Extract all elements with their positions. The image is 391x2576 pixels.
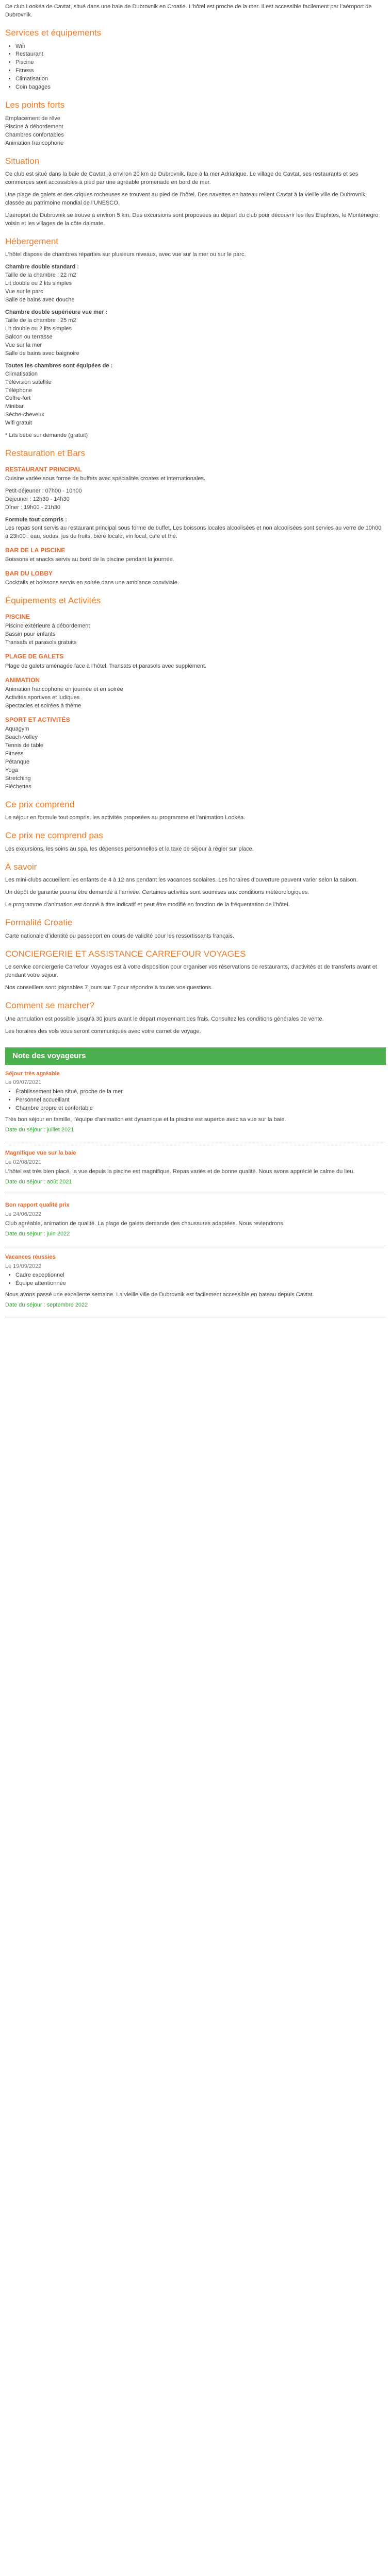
situation-paragraph: Ce club est situé dans la baie de Cavtat, à environ 20 km de Dubrovnik, face à la mer Adriatique. Le village de Cavtat, ses restaurants et ses commerces sont accessibles à pied par une agréable promenade en bord de mer. bbox=[5, 171, 359, 186]
plus-item: Animation francophone bbox=[5, 140, 64, 146]
review-point: • Cadre exceptionnel bbox=[15, 1272, 386, 1280]
review-text: Nous avons passé une excellente semaine. La vieille ville de Dubrovnik est facilement accessible en bateau depuis Cavtat. bbox=[5, 1292, 314, 1298]
review-stay-date: Date du séjour : septembre 2022 bbox=[5, 1302, 88, 1309]
entertainment-item: Spectacles et soirées à thème bbox=[5, 702, 82, 709]
plus-item: Piscine à débordement bbox=[5, 123, 63, 130]
sup-room-item: Lit double ou 2 lits simples bbox=[5, 325, 72, 332]
std-room-item: Taille de la chambre : 22 m2 bbox=[5, 272, 76, 279]
review-item bbox=[5, 1149, 386, 1194]
services-title: Services et équipements bbox=[5, 27, 102, 38]
intro-text: Ce club Lookéa de Cavtat, situé dans une baie de Dubrovnik en Croatie. L’hôtel est proche de la mer. Il est accessible facilement par l’aéroport de Dubrovnik. bbox=[5, 4, 372, 18]
sup-room-item: Taille de la chambre : 25 m2 bbox=[5, 317, 76, 324]
review-title: Séjour très agréable bbox=[5, 1070, 60, 1077]
review-date: Le 02/08/2021 bbox=[5, 1159, 42, 1166]
std-room-item: Lit double ou 2 lits simples bbox=[5, 280, 72, 287]
formalities-title: Formalité Croatie bbox=[5, 918, 73, 928]
beach-text: Plage de galets aménagée face à l’hôtel. Transats et parasols avec supplément. bbox=[5, 663, 207, 669]
review-point: • Établissement bien situé, proche de la mer bbox=[15, 1088, 386, 1096]
lobby-bar-text: Cocktails et boissons servis en soirée dans une ambiance conviviale. bbox=[5, 580, 179, 586]
sup-room-item: Salle de bains avec baignoire bbox=[5, 350, 79, 357]
hours-item: Déjeuner : 12h30 - 14h30 bbox=[5, 496, 70, 503]
hours-item: Dîner : 19h00 - 21h30 bbox=[5, 504, 61, 511]
beach-heading: PLAGE DE GALETS bbox=[5, 653, 64, 660]
list-item: • Climatisation bbox=[15, 75, 386, 83]
review-point: • Chambre propre et confortable bbox=[15, 1105, 386, 1113]
logement-note: * Lits bébé sur demande (gratuit) bbox=[5, 432, 88, 439]
list-item: • Piscine bbox=[15, 59, 386, 67]
hours-item: Petit-déjeuner : 07h00 - 10h00 bbox=[5, 488, 82, 495]
plus-item: Emplacement de rêve bbox=[5, 115, 60, 122]
list-item: • Restaurant bbox=[15, 50, 386, 59]
list-item: • Fitness bbox=[15, 67, 386, 75]
booking-paragraph: Les horaires des vols vous seront communiqués avec votre carnet de voyage. bbox=[5, 1028, 201, 1035]
review-item bbox=[5, 1070, 386, 1143]
equip-item: Climatisation bbox=[5, 370, 38, 377]
review-point: • Équipe attentionnée bbox=[15, 1280, 386, 1288]
situation-title: Situation bbox=[5, 156, 40, 166]
review-text: Très bon séjour en famille, l’équipe d’animation est dynamique et la piscine est superbe avec sa vue sur la baie. bbox=[5, 1116, 286, 1123]
sport-item: Yoga bbox=[5, 767, 18, 773]
sport-heading: SPORT ET ACTIVITÉS bbox=[5, 716, 70, 723]
sport-item: Tennis de table bbox=[5, 742, 43, 749]
review-points bbox=[5, 1272, 386, 1288]
formalities-text: Carte nationale d’identité ou passeport en cours de validité pour les ressortissants français. bbox=[5, 933, 234, 939]
pool-item: Transats et parasols gratuits bbox=[5, 639, 77, 646]
list-item: • Coin bagages bbox=[15, 83, 386, 92]
equipements-title: Équipements et Activités bbox=[5, 596, 101, 606]
pool-bar-text: Boissons et snacks servis au bord de la piscine pendant la journée. bbox=[5, 556, 174, 563]
concierge-paragraph: Le service conciergerie Carrefour Voyages est à votre disposition pour organiser vos réservations de restaurants, d’activités et de transferts avant et pendant votre séjour. bbox=[5, 964, 377, 979]
main-restaurant-text: Cuisine variée sous forme de buffets avec spécialités croates et internationales. bbox=[5, 476, 206, 482]
sup-room-item: Balcon ou terrasse bbox=[5, 333, 53, 340]
review-item bbox=[5, 1201, 386, 1246]
good-to-know-title: À savoir bbox=[5, 861, 37, 872]
good-to-know-paragraph: Les mini-clubs accueillent les enfants de 4 à 12 ans pendant les vacances scolaires. Les horaires d’ouverture peuvent varier selon la saison. bbox=[5, 877, 358, 884]
concierge-title: CONCIERGERIE ET ASSISTANCE CARREFOUR VOYAGES bbox=[5, 948, 246, 959]
equip-item: Minibar bbox=[5, 403, 24, 410]
review-stay-date: Date du séjour : juin 2022 bbox=[5, 1230, 70, 1237]
review-stay-date: Date du séjour : juillet 2021 bbox=[5, 1127, 74, 1133]
equip-title: Toutes les chambres sont équipées de : bbox=[5, 362, 113, 369]
price-excludes-title: Ce prix ne comprend pas bbox=[5, 831, 103, 841]
price-includes-title: Ce prix comprend bbox=[5, 799, 75, 809]
restaurant-title: Restauration et Bars bbox=[5, 448, 85, 459]
situation-paragraph: Une plage de galets et des criques rocheuses se trouvent au pied de l’hôtel. Des navettes en bateau relient Cavtat à la vieille ville de Dubrovnik, classée au patrimoine mondial de l’UNESCO. bbox=[5, 192, 367, 206]
equip-item: Télévision satellite bbox=[5, 379, 52, 385]
equip-item: Wifi gratuit bbox=[5, 420, 32, 427]
sport-item: Aquagym bbox=[5, 726, 29, 733]
entertainment-item: Animation francophone en journée et en soirée bbox=[5, 686, 123, 692]
review-text: L’hôtel est très bien placé, la vue depuis la piscine est magnifique. Repas variés et de bonne qualité. Nous avons apprécié le calme du lieu. bbox=[5, 1168, 355, 1175]
good-to-know-paragraph: Le programme d’animation est donné à titre indicatif et peut être modifié en fonction de la fréquentation de l’hôtel. bbox=[5, 902, 290, 908]
price-includes-text: Le séjour en formule tout compris, les activités proposées au programme et l’animation Lookéa. bbox=[5, 815, 246, 821]
equip-item: Téléphone bbox=[5, 387, 32, 394]
review-date: Le 09/07/2021 bbox=[5, 1079, 42, 1086]
price-excludes-text: Les excursions, les soins au spa, les dépenses personnelles et la taxe de séjour à régler sur place. bbox=[5, 845, 254, 852]
booking-title: Comment se marcher? bbox=[5, 1001, 94, 1011]
std-room-title: Chambre double standard : bbox=[5, 264, 79, 270]
review-point: • Personnel accueillant bbox=[15, 1096, 386, 1105]
review-text: Club agréable, animation de qualité. La plage de galets demande des chaussures adaptées. Nous reviendrons. bbox=[5, 1220, 285, 1227]
review-points bbox=[5, 1088, 386, 1113]
plus-item: Chambres confortables bbox=[5, 131, 64, 138]
sport-item: Beach-volley bbox=[5, 734, 38, 741]
services-list bbox=[5, 43, 386, 92]
sport-item: Fléchettes bbox=[5, 783, 31, 790]
review-title: Bon rapport qualité prix bbox=[5, 1201, 70, 1208]
pool-item: Piscine extérieure à débordement bbox=[5, 623, 90, 630]
entertainment-item: Activités sportives et ludiques bbox=[5, 694, 80, 701]
review-item bbox=[5, 1253, 386, 1318]
std-room-item: Salle de bains avec douche bbox=[5, 297, 75, 303]
sport-item: Fitness bbox=[5, 750, 24, 757]
review-stay-date: Date du séjour : août 2021 bbox=[5, 1178, 72, 1185]
situation-paragraph: L’aéroport de Dubrovnik se trouve à environ 5 km. Des excursions sont proposées au départ du club pour découvrir les îles Elaphites, le Monténégro voisin et les villages de la côte dalmate. bbox=[5, 212, 379, 227]
sup-room-item: Vue sur la mer bbox=[5, 342, 42, 348]
concierge-paragraph: Nos conseillers sont joignables 7 jours sur 7 pour répondre à toutes vos questions. bbox=[5, 985, 213, 991]
allin-text: Les repas sont servis au restaurant principal sous forme de buffet. Les boissons locales alcoolisées et non alcoolisées sont servies au verre de 10h00 à 23h00 : eau, sodas, jus de fruits, bière locale, vin local, café et thé. bbox=[5, 524, 382, 539]
sport-item: Stretching bbox=[5, 775, 31, 782]
logement-paragraph: L’hôtel dispose de chambres réparties sur plusieurs niveaux, avec vue sur la mer ou sur le parc. bbox=[5, 251, 246, 258]
pool-item: Bassin pour enfants bbox=[5, 631, 56, 638]
lobby-bar-heading: BAR DU LOBBY bbox=[5, 570, 53, 578]
plus-title: Les points forts bbox=[5, 100, 65, 110]
main-restaurant-heading: RESTAURANT PRINCIPAL bbox=[5, 465, 82, 473]
equip-item: Sèche-cheveux bbox=[5, 412, 44, 418]
equip-item: Coffre-fort bbox=[5, 395, 31, 402]
list-item: • Wifi bbox=[15, 43, 386, 51]
good-to-know-paragraph: Un dépôt de garantie pourra être demandé à l’arrivée. Certaines activités sont soumises aux conditions météorologiques. bbox=[5, 889, 309, 896]
pool-bar-heading: BAR DE LA PISCINE bbox=[5, 546, 66, 554]
logement-title: Hébergement bbox=[5, 236, 59, 246]
pool-heading: PISCINE bbox=[5, 613, 30, 621]
review-title: Vacances réussies bbox=[5, 1253, 56, 1260]
sup-room-title: Chambre double supérieure vue mer : bbox=[5, 309, 108, 316]
reviews-header-bar: Note des voyageurs bbox=[5, 1047, 386, 1065]
review-date: Le 24/06/2022 bbox=[5, 1211, 42, 1217]
entertainment-heading: ANIMATION bbox=[5, 676, 40, 684]
review-date: Le 19/09/2022 bbox=[5, 1263, 42, 1269]
sport-item: Pétanque bbox=[5, 758, 30, 765]
allin-title: Formule tout compris : bbox=[5, 516, 67, 523]
booking-paragraph: Une annulation est possible jusqu’à 30 jours avant le départ moyennant des frais. Consultez les conditions générales de vente. bbox=[5, 1015, 324, 1022]
std-room-item: Vue sur le parc bbox=[5, 289, 43, 295]
review-title: Magnifique vue sur la baie bbox=[5, 1150, 76, 1157]
